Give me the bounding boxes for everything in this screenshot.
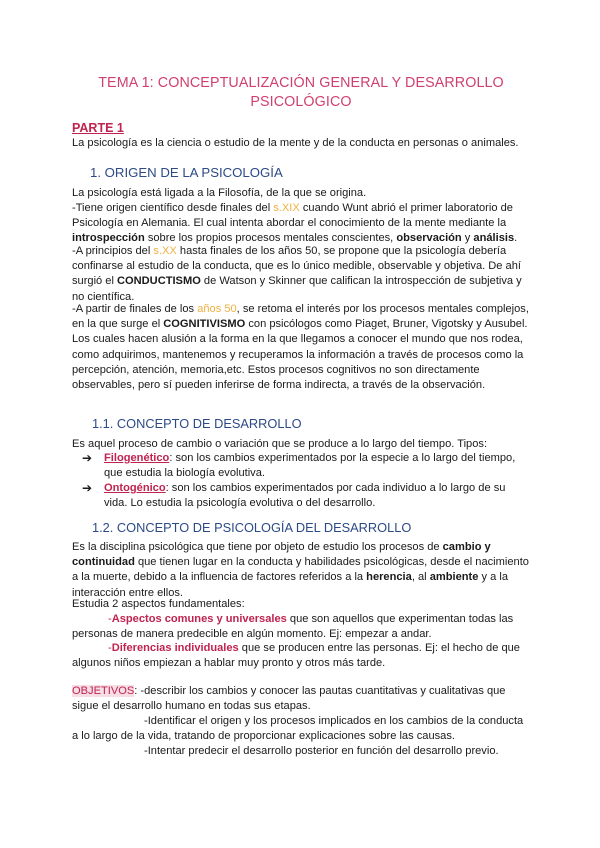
objetivos-label: OBJETIVOS (72, 685, 135, 697)
arrow-bullet-icon: ➔ (82, 451, 93, 465)
title-line-1: TEMA 1: CONCEPTUALIZACIÓN GENERAL Y DESARROLLO (98, 75, 504, 91)
section-1-p4: -A partir de finales de los años 50, se retoma el interés por los procesos mentales complejos, en la que surge el COGNITIVISMO con psicólogos como Piaget, Bruner, Vigotsky y Ausubel. Los cuales hacen alusión a la forma en la que llegamos a conocer el mundo que nos rodea, como adquirimos, mantenemos y recuperamos la información a través de procesos como la percepción, atención, memoria,etc. Estos procesos cognitivos no son directamente observables, pero sí pueden inferirse de forma indirecta, a través de la observación. (72, 303, 529, 392)
section-1-p3: -A principios del s.XX hasta finales de los años 50, se propone que la psicología debería confinarse al estudio de la conducta, que es lo único medible, observable y objetiva. De ahí surgió el CONDUCTISMO de Watson y Skinner que califican la introspección de subjetiva y no científica. (72, 245, 522, 303)
section-1-2-p2: Estudia 2 aspectos fundamentales: (72, 598, 245, 610)
section-1-1-heading: 1.1. CONCEPTO DE DESARROLLO (92, 416, 302, 431)
section-1-2-p1: Es la disciplina psicológica que tiene por objeto de estudio los procesos de cambio y continuidad que tienen lugar en la conducta y habilidades psicológicas, desde el nacimiento a la muerte, debido a la influencia de factores referidos a la herencia, al ambiente y a la interacción entre ellos. (72, 541, 529, 599)
objetivos-line-1: OBJETIVOS: -describir los cambios y conocer las pautas cuantitativas y cualitativas que sigue el desarrollo humano en todas sus etapas. (72, 685, 506, 713)
section-1-p2: -Tiene origen científico desde finales del s.XIX cuando Wunt abrió el primer laboratorio de Psicología en Alemania. El cual intenta abordar el conocimiento de la mente mediante la introspección sobre los propios procesos mentales conscientes, observación y análisis. (72, 202, 518, 245)
document-title (72, 74, 530, 112)
objetivos-line-3: -Intentar predecir el desarrollo posterior en función del desarrollo previo. (144, 745, 499, 757)
list-item-ontogenico: ➔ Ontogénico: son los cambios experimentados por cada individuo a lo largo de su vida. Lo estudia la psicología evolutiva o del desarrollo. (82, 481, 530, 511)
aspect-item-1: -Aspectos comunes y universales que son aquellos que experimentan todas las personas de manera predecible en algún momento. Ej: empezar a andar. (72, 613, 514, 641)
parte-heading: PARTE 1 (72, 121, 124, 135)
list-item-filogenetico: ➔ Filogenético: son los cambios experimentados por la especie a lo largo del tiempo, que estudia la biología evolutiva. (82, 451, 530, 481)
title-line-2: PSICOLÓGICO (250, 94, 352, 110)
section-1-1-p1: Es aquel proceso de cambio o variación que se produce a lo largo del tiempo. Tipos: (72, 438, 488, 450)
section-1-heading: 1. ORIGEN DE LA PSICOLOGÍA (90, 165, 283, 180)
section-1-2-heading: 1.2. CONCEPTO DE PSICOLOGÍA DEL DESARROLLO (92, 520, 412, 535)
objetivos-line-2: -Identificar el origen y los procesos implicados en los cambios de la conducta a lo largo de la vida, tratando de proporcionar explicaciones sobre las causas. (72, 715, 524, 743)
intro-paragraph: La psicología es la ciencia o estudio de la mente y de la conducta en personas o animales. (72, 137, 519, 149)
arrow-bullet-icon: ➔ (82, 481, 93, 495)
section-1-p1: La psicología está ligada a la Filosofía, de la que se origina. (72, 187, 367, 199)
aspect-item-2: -Diferencias individuales que se producen entre las personas. Ej: el hecho de que algunos niños empiezan a hablar muy pronto y otros más tarde. (72, 642, 520, 670)
